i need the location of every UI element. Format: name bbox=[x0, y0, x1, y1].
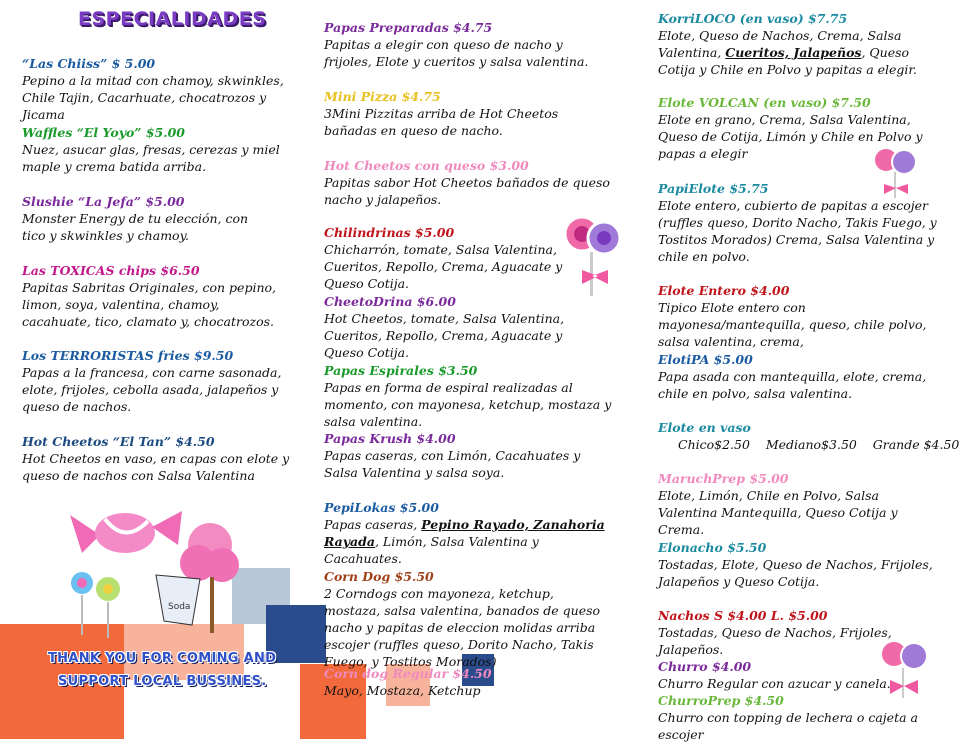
menu-item bbox=[324, 88, 596, 139]
menu-item bbox=[324, 362, 614, 430]
desc-part: Papas caseras, bbox=[324, 517, 422, 532]
item-title: Papas Krush $4.00 bbox=[324, 431, 456, 446]
item-title: Elote en vaso bbox=[658, 420, 751, 435]
item-title: “Las Chiiss” $ 5.00 bbox=[22, 56, 156, 71]
menu-item bbox=[658, 180, 940, 265]
item-title: MaruchPrep $5.00 bbox=[658, 471, 789, 486]
item-desc: Papas caseras, con Limón, Cacahuates y Salsa Valentina y salsa soya. bbox=[324, 448, 581, 480]
item-title: KorriLOCO (en vaso) $7.75 bbox=[658, 11, 848, 26]
desc-part: , Limón, Salsa Valentina y Cacahuates. bbox=[324, 534, 539, 566]
item-desc bbox=[658, 27, 940, 78]
mediano-price: Mediano$3.50 bbox=[765, 437, 857, 452]
menu-item bbox=[22, 347, 292, 415]
desc-part: Elote, Queso de Nachos, Crema, Salsa Valentina, bbox=[658, 28, 902, 60]
item-title: PapiElote $5.75 bbox=[658, 181, 769, 196]
item-desc: Mayo, Mostaza, Ketchup bbox=[324, 683, 481, 698]
item-desc: Elote entero, cubierto de papitas a escojer (ruffles queso, Dorito Nacho, Takis Fuego, y Tostitos Morados) Crema, Salsa Valentina y chile en polvo. bbox=[658, 198, 937, 264]
item-desc bbox=[324, 516, 619, 567]
item-desc: Tostadas, Queso de Nachos, Frijoles, Jalapeños. bbox=[658, 625, 892, 657]
item-title: Churro $4.00 bbox=[658, 659, 752, 674]
menu-item bbox=[658, 94, 926, 162]
soda-label: Soda bbox=[168, 602, 191, 612]
menu-item bbox=[22, 193, 272, 244]
item-desc: Churro con topping de lechera o cajeta a escojer bbox=[658, 710, 918, 742]
menu-item bbox=[658, 692, 948, 743]
wrapped-candy-icon bbox=[70, 511, 182, 553]
candy-illustration bbox=[60, 505, 260, 645]
item-desc: Papitas Sabritas Originales, con pepino, limon, soya, valentina, chamoy, cacahuate, tico, clamato y, chocatrozos. bbox=[22, 280, 276, 329]
item-title: Las TOXICAS chips $6.50 bbox=[22, 263, 200, 278]
item-title: Papas Espirales $3.50 bbox=[324, 363, 478, 378]
menu-item bbox=[324, 19, 596, 70]
item-title: PepiLokas $5.00 bbox=[324, 500, 439, 515]
item-title: ElotiPA $5.00 bbox=[658, 352, 753, 367]
item-title: Corn Dog $5.50 bbox=[324, 569, 434, 584]
item-title: Mini Pizza $4.75 bbox=[324, 89, 441, 104]
menu-item bbox=[658, 658, 898, 692]
item-desc: Chicharrón, tomate, Salsa Valentina, Cueritos, Repollo, Crema, Aguacate y Queso Cotija. bbox=[324, 242, 563, 291]
menu-item bbox=[324, 293, 586, 361]
item-desc: Elote, Limón, Chile en Polvo, Salsa Valentina Mantequilla, Queso Cotija y Crema. bbox=[658, 488, 898, 537]
item-title: Los TERRORISTAS fries $9.50 bbox=[22, 348, 234, 363]
item-desc: Pepino a la mitad con chamoy, skwinkles, Chile Tajin, Cacarhuate, chocatrozos y Jicama bbox=[22, 73, 284, 122]
menu-item bbox=[324, 430, 594, 481]
menu-item bbox=[658, 470, 940, 538]
size-price-row bbox=[678, 437, 959, 452]
menu-item bbox=[22, 262, 292, 330]
item-desc: Papitas a elegir con queso de nacho y frijoles, Elote y cueritos y salsa valentina. bbox=[324, 37, 589, 69]
item-desc: Hot Cheetos en vaso, en capas con elote y queso de nachos con Salsa Valentina bbox=[22, 451, 290, 483]
item-title: ChurroPrep $4.50 bbox=[658, 693, 784, 708]
item-title: Chilindrinas $5.00 bbox=[324, 225, 455, 240]
menu-item bbox=[658, 282, 940, 350]
item-desc: Papas en forma de espiral realizadas al momento, con mayonesa, ketchup, mostaza y salsa valentina. bbox=[324, 380, 612, 429]
chico-price: Chico$2.50 bbox=[678, 437, 750, 452]
item-desc: Monster Energy de tu elección, con tico y skwinkles y chamoy. bbox=[22, 211, 249, 243]
item-desc: Churro Regular con azucar y canela. bbox=[658, 676, 891, 691]
item-desc: Papas a la francesa, con carne sasonada, elote, frijoles, cebolla asada, jalapeños y queso de nachos. bbox=[22, 365, 282, 414]
item-title: Elote Entero $4.00 bbox=[658, 283, 790, 298]
item-desc: Papitas sabor Hot Cheetos bañados de queso nacho y jalapeños. bbox=[324, 175, 610, 207]
item-desc: Papa asada con mantequilla, elote, crema, chile en polvo, salsa valentina. bbox=[658, 369, 927, 401]
item-title: CheetoDrina $6.00 bbox=[324, 294, 456, 309]
menu-item bbox=[658, 10, 940, 78]
item-desc: Tostadas, Elote, Queso de Nachos, Frijoles, Jalapeños y Queso Cotija. bbox=[658, 557, 933, 589]
item-desc: 2 Corndogs con mayoneza, ketchup, mostaza, salsa valentina, banados de queso nacho y papitas de eleccion molidas arriba escojer (ruffles queso, Dorito Nacho, Takis Fuego, y Tostitos Morados) bbox=[324, 586, 601, 669]
item-title: Elote VOLCAN (en vaso) $7.50 bbox=[658, 95, 871, 110]
soda-cup-icon bbox=[156, 575, 200, 625]
item-desc: Tipico Elote entero con mayonesa/mantequilla, queso, chile polvo, salsa valentina, crema, bbox=[658, 300, 927, 349]
menu-item bbox=[22, 433, 294, 484]
item-title: Hot Cheetos con queso $3.00 bbox=[324, 158, 529, 173]
grande-price: Grande $4.50 bbox=[872, 437, 960, 452]
menu-item bbox=[658, 539, 940, 590]
menu-item bbox=[324, 224, 586, 292]
menu-item bbox=[324, 157, 614, 208]
desc-part: , Queso Cotija y Chile en Polvo y papitas a elegir. bbox=[658, 45, 917, 77]
item-title: Waffles “El Yoyo” $5.00 bbox=[22, 125, 185, 140]
menu-item bbox=[658, 419, 940, 436]
item-title: Corn dog Regular $4.50 bbox=[324, 666, 492, 681]
item-title: Hot Cheetos “El Tan” $4.50 bbox=[22, 434, 215, 449]
menu-item bbox=[324, 568, 614, 670]
thanks-line: SUPPORT LOCAL BUSSINES. bbox=[58, 674, 267, 689]
item-desc: 3Mini Pizzitas arriba de Hot Cheetos bañadas en queso de nacho. bbox=[324, 106, 559, 138]
desc-underlined: Cueritos, Jalapeños bbox=[725, 45, 862, 60]
item-title: Nachos S $4.00 L. $5.00 bbox=[658, 608, 828, 623]
menu-item bbox=[658, 607, 940, 658]
item-title: Slushie “La Jefa” $5.00 bbox=[22, 194, 185, 209]
item-desc: Hot Cheetos, tomate, Salsa Valentina, Cueritos, Repollo, Crema, Aguacate y Queso Cotija. bbox=[324, 311, 565, 360]
menu-item bbox=[324, 665, 524, 699]
desc-underlined: Pepino Rayado, Zanahoria Rayada bbox=[324, 517, 605, 549]
thanks-line: THANK YOU FOR COMING AND bbox=[48, 651, 277, 666]
item-desc: Elote en grano, Crema, Salsa Valentina, Queso de Cotija, Limón y Chile en Polvo y papas a elegir bbox=[658, 112, 923, 161]
menu-item bbox=[22, 124, 292, 175]
menu-header: ESPECIALIDADES bbox=[78, 8, 267, 30]
item-desc: Nuez, asucar glas, fresas, cerezas y miel maple y crema batida arriba. bbox=[22, 142, 280, 174]
menu-item bbox=[324, 499, 619, 567]
item-title: Elonacho $5.50 bbox=[658, 540, 767, 555]
lollipop-icon bbox=[70, 571, 121, 638]
menu-item bbox=[658, 351, 940, 402]
item-title: Papas Preparadas $4.75 bbox=[324, 20, 493, 35]
menu-item bbox=[22, 55, 290, 123]
